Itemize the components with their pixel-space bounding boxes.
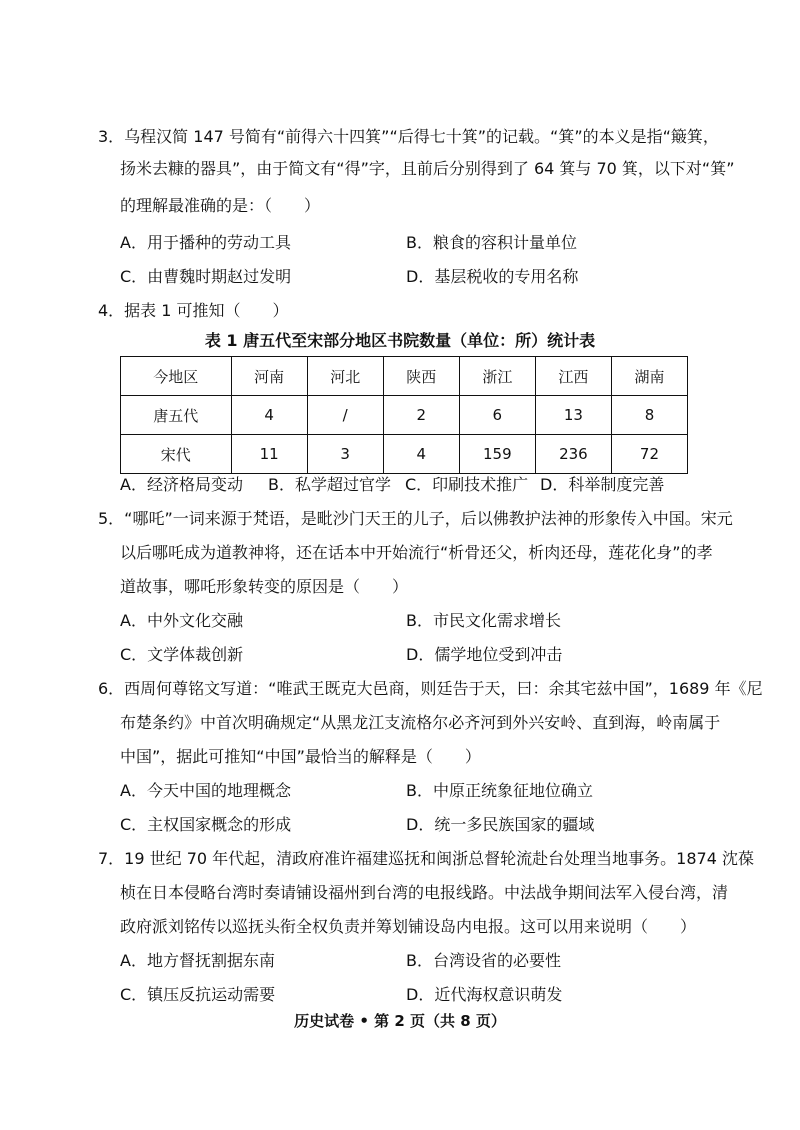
q6-line1: 6．西周何尊铭文写道：“唯武王既克大邑商，则廷告于天，曰：余其宅兹中国”，1689 年《尼 <box>98 679 763 698</box>
table-row <box>121 435 688 474</box>
q3-option-c: C．由曹魏时期赵过发明 <box>120 267 292 286</box>
table-cell: 13 <box>535 396 611 435</box>
q6-option-c: C．主权国家概念的形成 <box>120 815 292 834</box>
q5-line3: 道故事，哪吒形象转变的原因是（ ） <box>120 577 409 596</box>
table-header-row <box>121 357 688 396</box>
table-cell: / <box>307 396 383 435</box>
table-header-cell: 今地区 <box>121 357 232 396</box>
table-header-cell: 陕西 <box>383 357 459 396</box>
q3-line1: 3．乌程汉简 147 号简有“前得六十四箕”“后得七十箕”的记载。“箕”的本义是指“簸箕， <box>98 127 719 146</box>
table-header-cell: 河北 <box>307 357 383 396</box>
table-header-cell: 江西 <box>535 357 611 396</box>
q7-option-b: B．台湾设省的必要性 <box>406 951 561 970</box>
table-header-cell: 河南 <box>231 357 307 396</box>
table-header-cell: 湖南 <box>611 357 687 396</box>
q6-option-a: A．今天中国的地理概念 <box>120 781 291 800</box>
q3-option-a: A．用于播种的劳动工具 <box>120 233 291 252</box>
q5-option-c: C．文学体裁创新 <box>120 645 244 664</box>
q3-option-d: D．基层税收的专用名称 <box>406 267 579 286</box>
table-cell: 6 <box>459 396 535 435</box>
school-count-table <box>120 356 688 474</box>
table-cell: 236 <box>535 435 611 474</box>
table-row <box>121 396 688 435</box>
q3-line2: 扬米去糠的器具”，由于简文有“得”字，且前后分别得到了 64 箕与 70 箕，以下对“箕” <box>120 159 735 178</box>
q7-line3: 政府派刘铭传以巡抚头衔全权负责并筹划铺设岛内电报。这可以用来说明（ ） <box>120 917 697 936</box>
table-cell: 4 <box>231 396 307 435</box>
q7-option-c: C．镇压反抗运动需要 <box>120 985 276 1004</box>
q6-line3: 中国”，据此可推知“中国”最恰当的解释是（ ） <box>120 747 481 766</box>
table-caption: 表 1 唐五代至宋部分地区书院数量（单位：所）统计表 <box>204 331 596 350</box>
table-cell: 2 <box>383 396 459 435</box>
q4-option-c: C．印刷技术推广 <box>405 475 529 494</box>
q5-line1: 5．“哪吒”一词来源于梵语，是毗沙门天王的儿子，后以佛教护法神的形象传入中国。宋元 <box>98 509 733 528</box>
q4-option-b: B．私学超过官学 <box>268 475 391 494</box>
q7-option-d: D．近代海权意识萌发 <box>406 985 563 1004</box>
table-cell: 11 <box>231 435 307 474</box>
table-cell: 8 <box>611 396 687 435</box>
table-header-cell: 浙江 <box>459 357 535 396</box>
table-cell: 159 <box>459 435 535 474</box>
q7-option-a: A．地方督抚割据东南 <box>120 951 275 970</box>
q5-option-b: B．市民文化需求增长 <box>406 611 561 630</box>
q6-option-b: B．中原正统象征地位确立 <box>406 781 593 800</box>
q4-option-a: A．经济格局变动 <box>120 475 243 494</box>
q3-option-b: B．粮食的容积计量单位 <box>406 233 577 252</box>
q4-line1: 4．据表 1 可推知（ ） <box>98 301 289 320</box>
q7-line2: 桢在日本侵略台湾时奏请铺设福州到台湾的电报线路。中法战争期间法军入侵台湾，清 <box>120 883 729 902</box>
q5-option-a: A．中外文化交融 <box>120 611 243 630</box>
q5-line2: 以后哪吒成为道教神将，还在话本中开始流行“析骨还父，析肉还母，莲花化身”的孝 <box>120 543 713 562</box>
table-cell: 4 <box>383 435 459 474</box>
q6-option-d: D．统一多民族国家的疆域 <box>406 815 595 834</box>
q7-line1: 7．19 世纪 70 年代起，清政府准许福建巡抚和闽浙总督轮流赴台处理当地事务。1874 沈葆 <box>98 849 754 868</box>
table-cell: 宋代 <box>121 435 232 474</box>
q3-line3: 的理解最准确的是：（ ） <box>120 196 321 215</box>
table-cell: 唐五代 <box>121 396 232 435</box>
table-cell: 3 <box>307 435 383 474</box>
q6-line2: 布楚条约》中首次明确规定“从黑龙江支流格尔必齐河到外兴安岭、直到海，岭南属于 <box>120 713 721 732</box>
page-footer: 历史试卷 • 第 2 页（共 8 页） <box>294 1012 506 1030</box>
q5-option-d: D．儒学地位受到冲击 <box>406 645 563 664</box>
q4-option-d: D．科举制度完善 <box>540 475 665 494</box>
table-cell: 72 <box>611 435 687 474</box>
